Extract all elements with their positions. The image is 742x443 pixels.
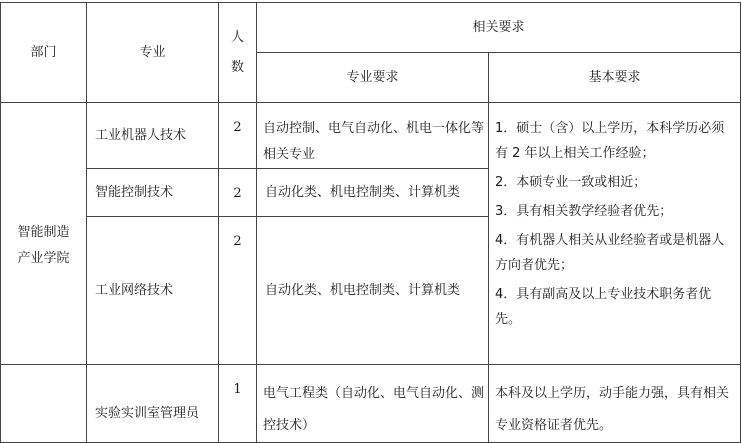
recruitment-table <box>0 2 741 443</box>
header-requirements: 相关要求 <box>257 3 741 53</box>
department-cell <box>1 103 87 365</box>
row-major: 工业机器人技术 <box>87 103 219 169</box>
header-basic-req: 基本要求 <box>489 53 741 103</box>
basic-item: 4．有机器人相关从业经验者或是机器人方向者优先； <box>495 233 725 273</box>
basic-item: 1．硕士（含）以上学历，本科学历必须有 2 年以上相关工作经验； <box>495 121 725 161</box>
row-major-req: 自动控制、电气自动化、机电一体化等相关专业 <box>257 103 489 169</box>
row-major: 工业网络技术 <box>87 217 219 365</box>
header-count-top: 人 <box>230 29 244 45</box>
basic-requirements-shared <box>489 103 741 365</box>
header-count <box>219 3 257 103</box>
row-major: 实验实训室管理员 <box>87 365 219 443</box>
row-basic-req: 本科及以上学历，动手能力强，具有相关专业资格证者优先。 <box>489 365 741 443</box>
header-major: 专业 <box>87 3 219 103</box>
row-major-req: 电气工程类（自动化、电气自动化、测控技术） <box>257 365 489 443</box>
basic-item: 2．本硕专业一致或相近； <box>495 175 647 190</box>
basic-item: 4．具有副高及以上专业技术职务者优先。 <box>495 287 712 327</box>
header-department: 部门 <box>1 3 87 103</box>
header-count-bottom: 数 <box>230 59 244 75</box>
row-count: 2 <box>219 169 257 217</box>
department-empty <box>1 365 87 443</box>
row-major-req: 自动化类、机电控制类、计算机类 <box>257 169 489 217</box>
row-major: 智能控制技术 <box>87 169 219 217</box>
department-line1: 智能制造 <box>17 224 70 240</box>
row-count: 1 <box>219 365 257 443</box>
row-major-req: 自动化类、机电控制类、计算机类 <box>257 217 489 365</box>
row-count: 2 <box>219 103 257 169</box>
row-count: 2 <box>219 217 257 365</box>
department-line2: 产业学院 <box>17 250 70 266</box>
basic-item: 3．具有相关教学经验者优先； <box>495 204 673 219</box>
header-major-req: 专业要求 <box>257 53 489 103</box>
